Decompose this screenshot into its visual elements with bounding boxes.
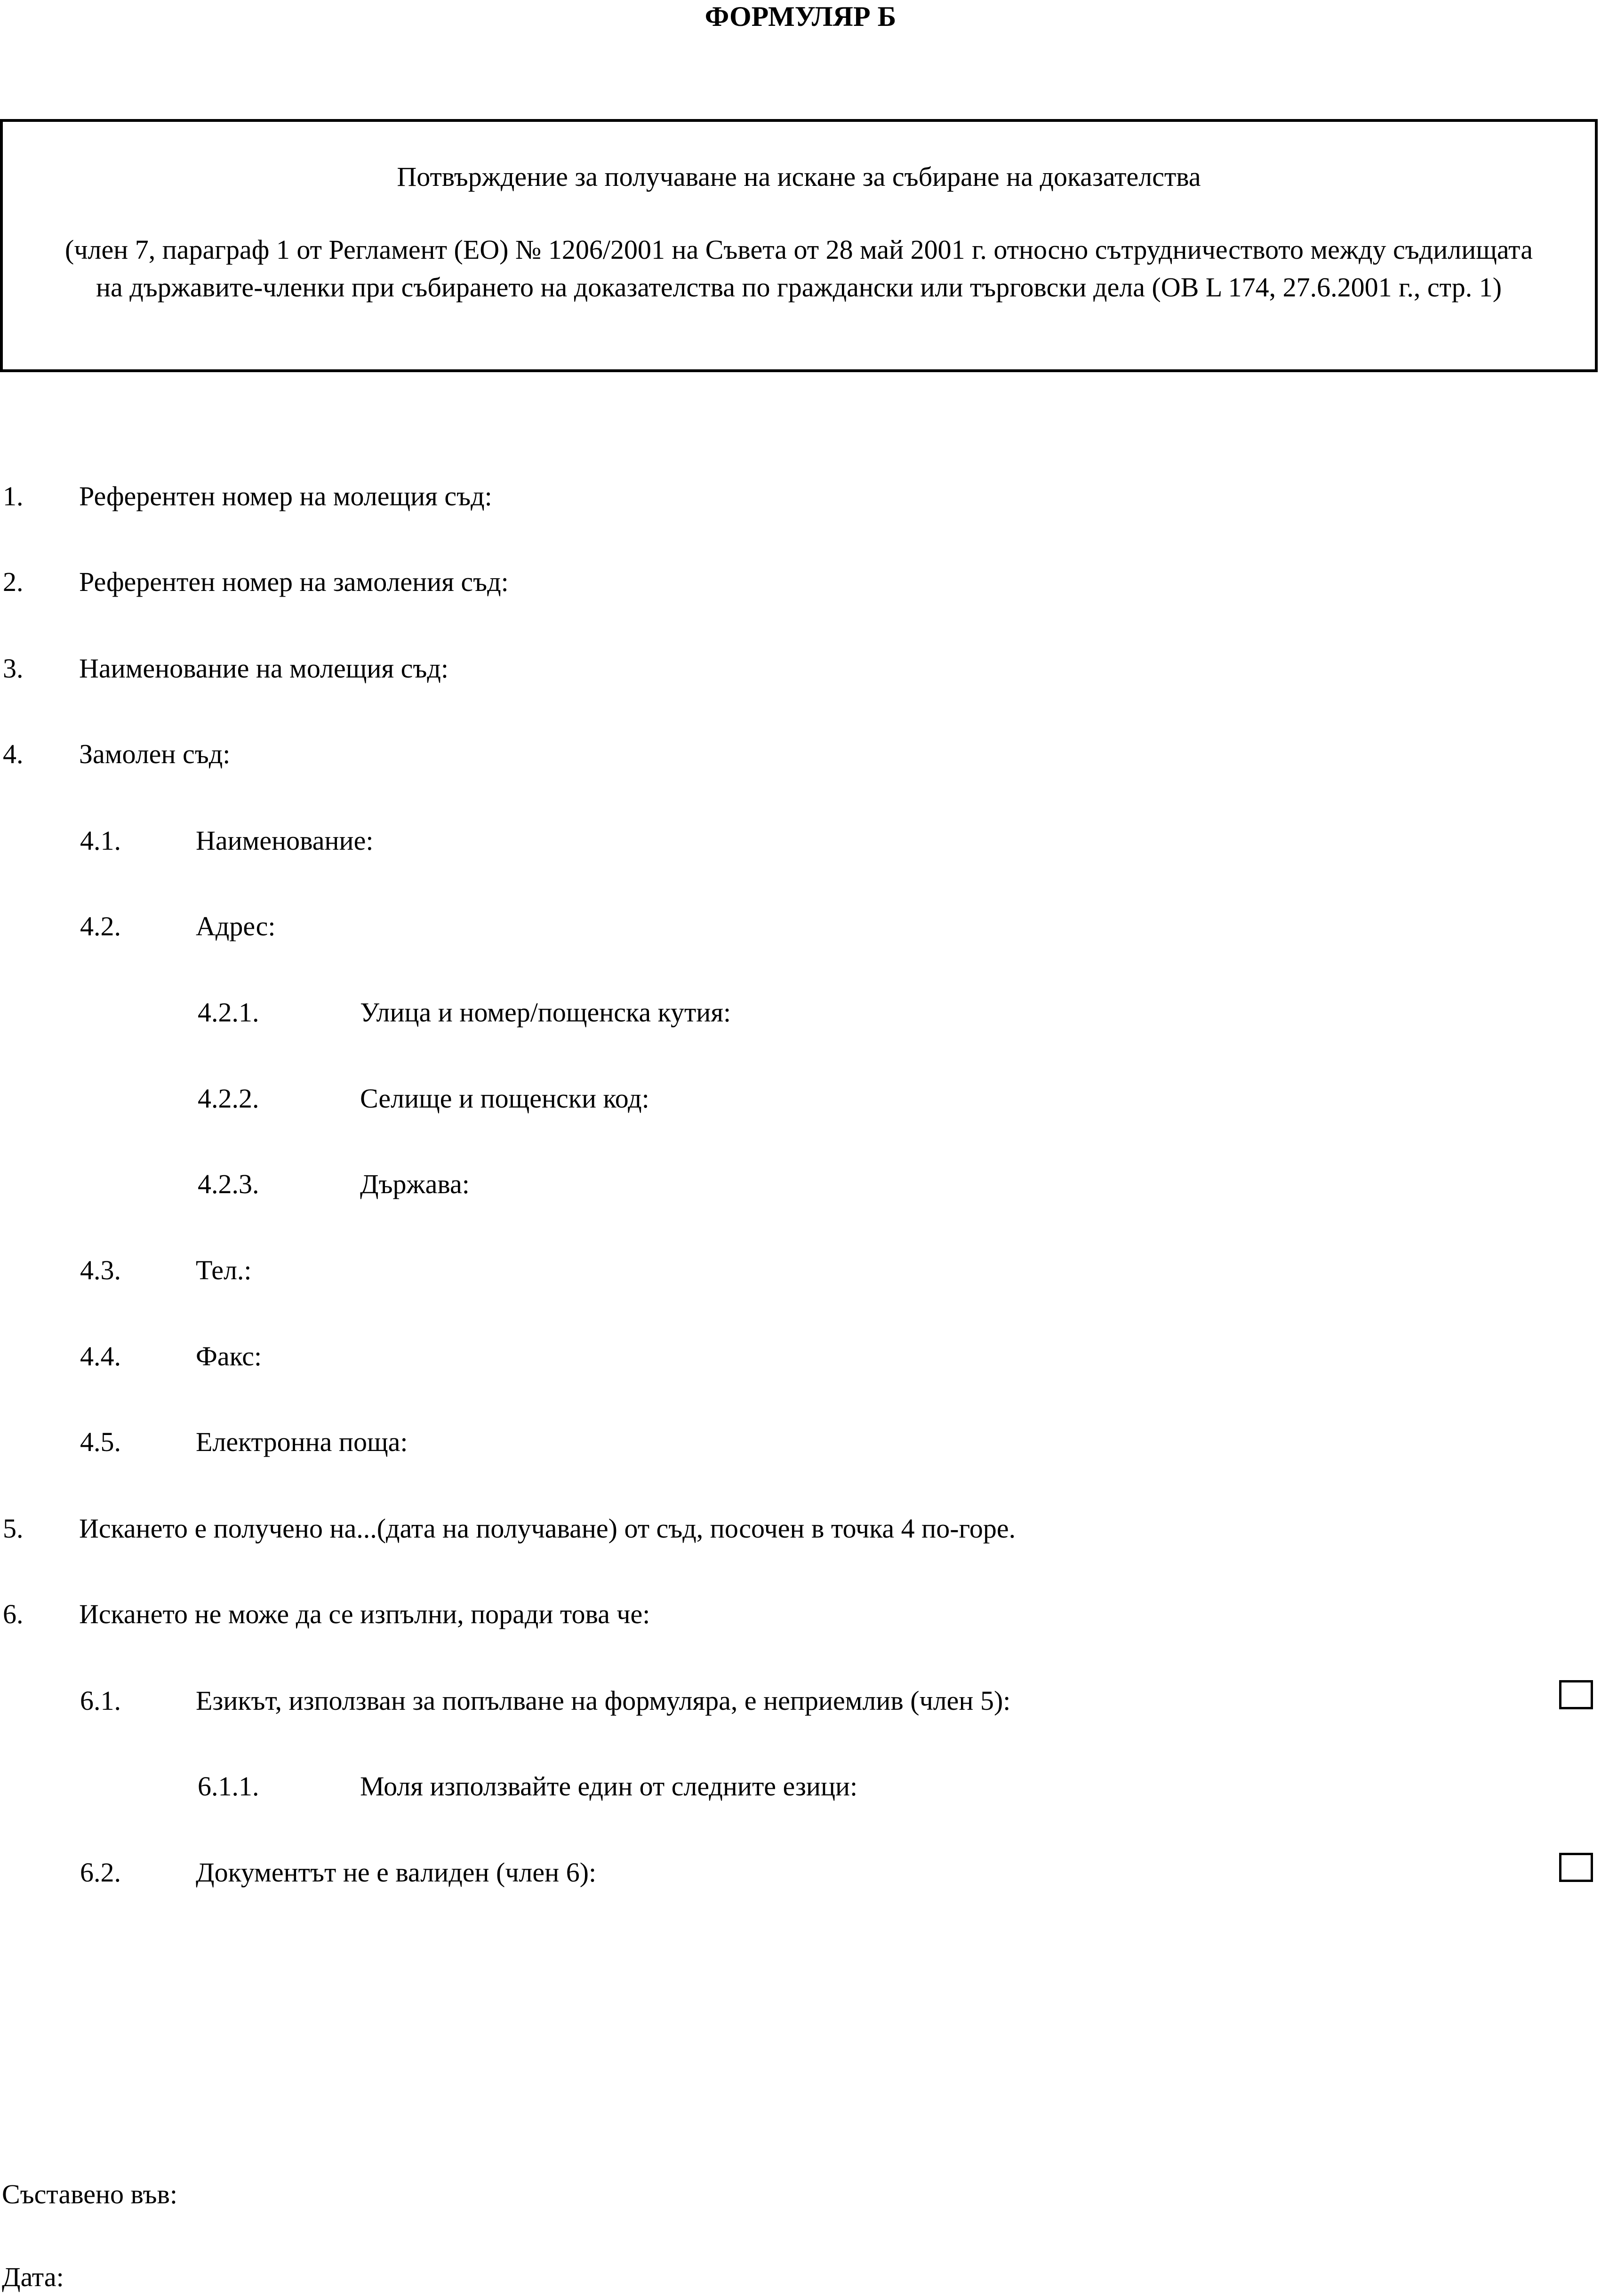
item-label: Факс: xyxy=(196,1341,262,1371)
item-number: 4.2.2. xyxy=(198,1083,259,1114)
item-label: Езикът, използван за попълване на формуляра, е неприемлив (член 5): xyxy=(196,1685,1011,1716)
item-number: 2. xyxy=(3,566,24,597)
item-label: Тел.: xyxy=(196,1255,252,1285)
date-label: Дата: xyxy=(2,2262,64,2292)
header-legal-line-2: на държавите-членки при събирането на доказателства по граждански или търговски дела (OB L 174, 27.6.2001 г., стр. 1) xyxy=(96,272,1502,303)
item-label: Моля използвайте един от следните езици: xyxy=(360,1771,858,1802)
item-label: Наименование на молещия съд: xyxy=(79,653,448,684)
item-number: 4.2.1. xyxy=(198,997,259,1028)
item-number: 4.2.3. xyxy=(198,1169,259,1199)
item-label: Адрес: xyxy=(196,911,276,941)
item-number: 4.3. xyxy=(80,1255,121,1285)
header-legal-reference xyxy=(31,231,1567,306)
item-number: 3. xyxy=(3,653,24,684)
item-number: 4. xyxy=(3,739,24,769)
document-invalid-checkbox[interactable] xyxy=(1559,1853,1593,1882)
item-label: Електронна поща: xyxy=(196,1427,408,1457)
item-number: 6.1. xyxy=(80,1685,121,1716)
item-label: Искането е получено на...(дата на получаване) от съд, посочен в точка 4 по-горе. xyxy=(79,1513,1016,1544)
item-label: Референтен номер на молещия съд: xyxy=(79,481,492,511)
form-title: ФОРМУЛЯР Б xyxy=(704,1,897,32)
item-label: Улица и номер/пощенска кутия: xyxy=(360,997,731,1028)
item-label: Наименование: xyxy=(196,825,374,856)
item-number: 1. xyxy=(3,481,24,511)
place-label: Съставено във: xyxy=(2,2179,177,2209)
item-label: Документът не е валиден (член 6): xyxy=(196,1857,597,1888)
item-number: 6. xyxy=(3,1599,24,1629)
header-box xyxy=(0,119,1598,372)
item-label: Референтен номер на замоления съд: xyxy=(79,566,509,597)
item-number: 4.2. xyxy=(80,911,121,941)
item-label: Селище и пощенски код: xyxy=(360,1083,649,1114)
item-number: 6.2. xyxy=(80,1857,121,1888)
item-number: 6.1.1. xyxy=(198,1771,259,1802)
item-label: Държава: xyxy=(360,1169,470,1199)
language-unacceptable-checkbox[interactable] xyxy=(1559,1680,1593,1709)
header-title: Потвърждение за получаване на искане за събиране на доказателства xyxy=(397,161,1201,192)
item-number: 4.4. xyxy=(80,1341,121,1371)
header-legal-line-1: (член 7, параграф 1 от Регламент (ЕО) № 1206/2001 на Съвета от 28 май 2001 г. относно сътрудничеството между съдилищата xyxy=(65,234,1533,265)
item-label: Замолен съд: xyxy=(79,739,231,769)
item-number: 4.1. xyxy=(80,825,121,856)
item-number: 4.5. xyxy=(80,1427,121,1457)
item-number: 5. xyxy=(3,1513,24,1544)
item-label: Искането не може да се изпълни, поради това че: xyxy=(79,1599,650,1629)
